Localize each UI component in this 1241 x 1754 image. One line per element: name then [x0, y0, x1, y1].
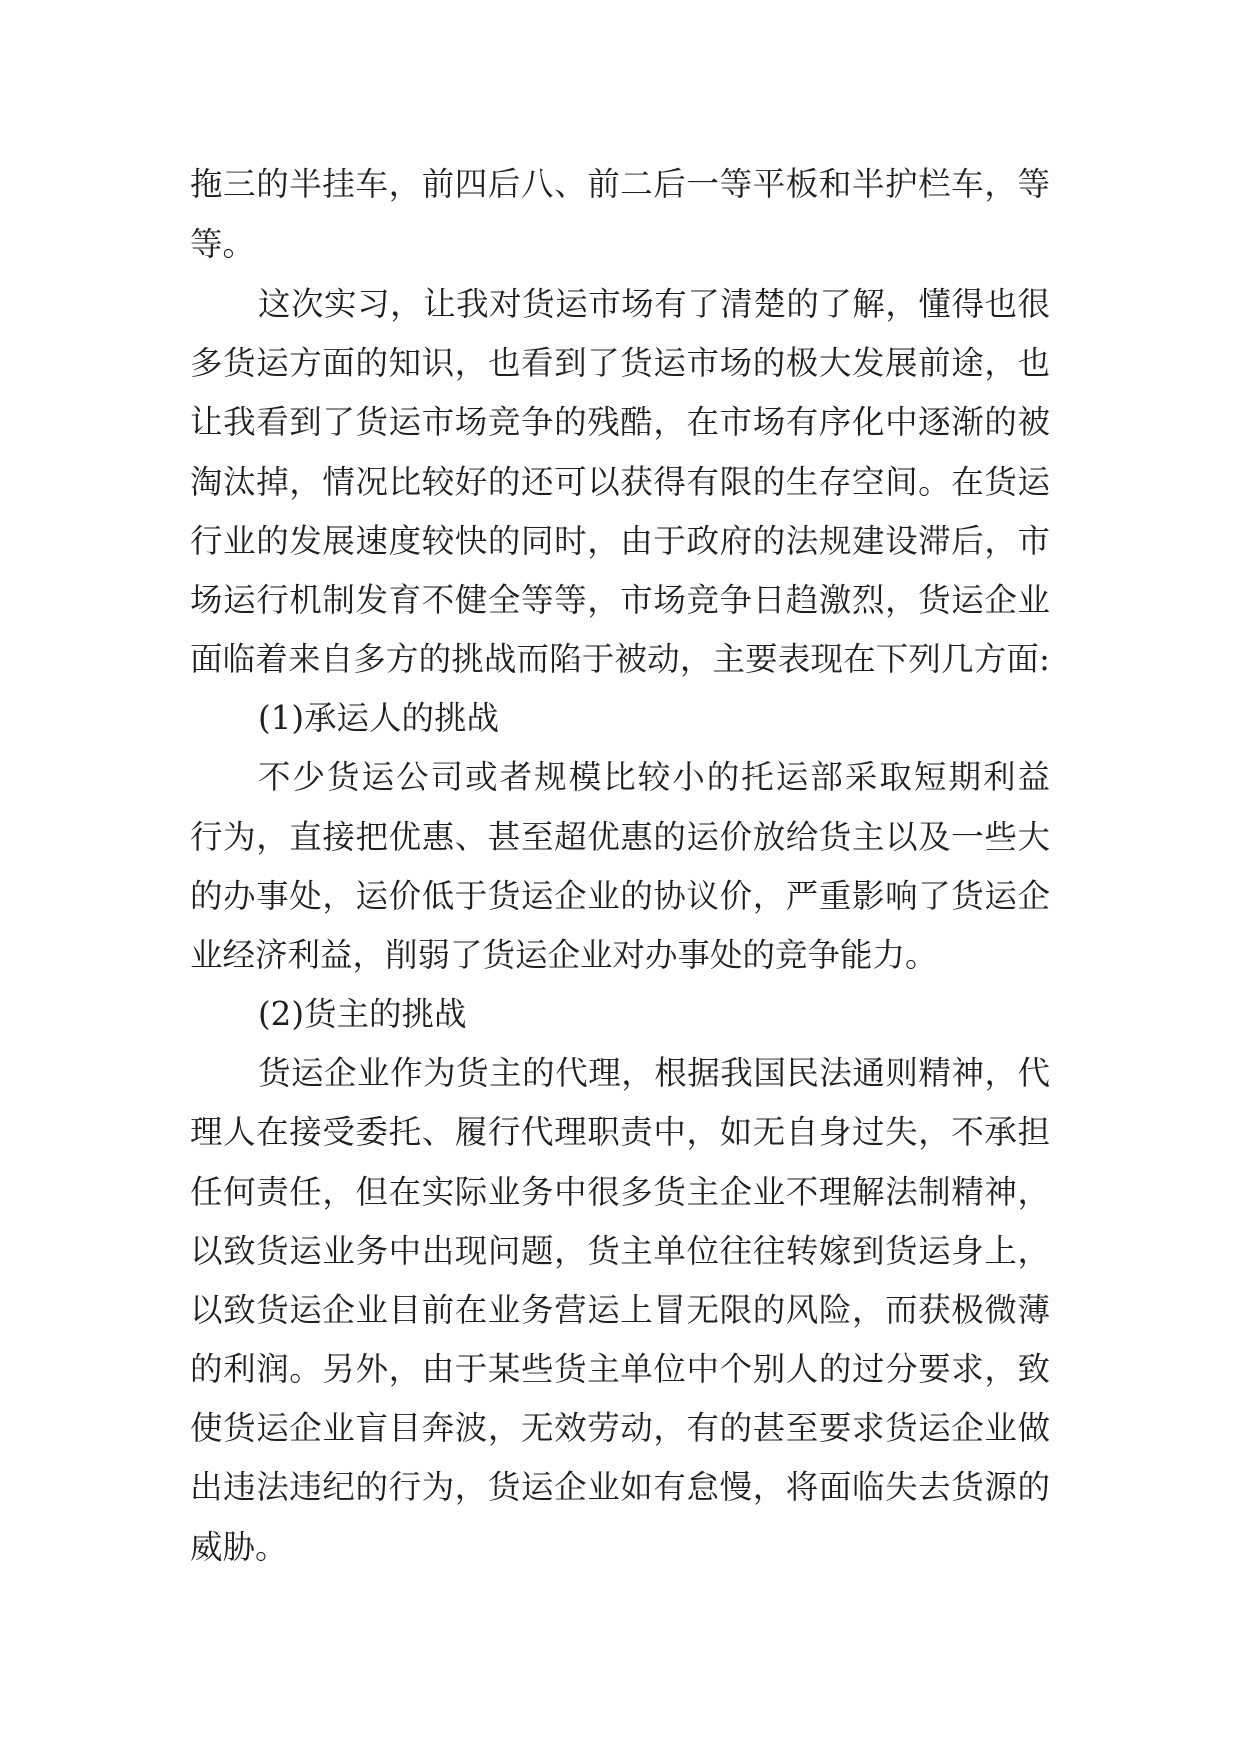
text-line-19: 以致货运业务中出现问题，货主单位往往转嫁到货运身上，	[190, 1232, 1050, 1270]
text-line-23: 出违法违纪的行为，货运企业如有怠慢，将面临失去货源的	[190, 1468, 1050, 1506]
text-line-4: 多货运方面的知识，也看到了货运市场的极大发展前途，也	[190, 344, 1050, 382]
text-line-18: 任何责任，但在实际业务中很多货主企业不理解法制精神，	[190, 1173, 1050, 1211]
text-line-1: 拖三的半挂车，前四后八、前二后一等平板和半护栏车，等	[190, 165, 1050, 203]
text-line-22: 使货运企业盲目奔波，无效劳动，有的甚至要求货运企业做	[190, 1409, 1050, 1447]
text-line-21: 的利润。另外，由于某些货主单位中个别人的过分要求，致	[190, 1350, 1050, 1388]
section-heading-1: (1)承运人的挑战	[258, 699, 500, 737]
text-line-9: 面临着来自多方的挑战而陷于被动，主要表现在下列几方面:	[190, 640, 1050, 678]
section-heading-2: (2)货主的挑战	[258, 995, 467, 1033]
text-line-2: 等。	[190, 225, 256, 263]
text-line-13: 的办事处，运价低于货运企业的协议价，严重影响了货运企	[190, 877, 1050, 915]
text-line-24: 威胁。	[190, 1528, 288, 1566]
text-line-11: 不少货运公司或者规模比较小的托运部采取短期利益	[258, 758, 1050, 796]
text-line-5: 让我看到了货运市场竞争的残酷，在市场有序化中逐渐的被	[190, 403, 1050, 441]
text-line-3: 这次实习，让我对货运市场有了清楚的了解，懂得也很	[258, 285, 1050, 323]
text-line-12: 行为，直接把优惠、甚至超优惠的运价放给货主以及一些大	[190, 818, 1050, 856]
text-line-17: 理人在接受委托、履行代理职责中，如无自身过失，不承担	[190, 1113, 1050, 1151]
text-line-20: 以致货运企业目前在业务营运上冒无限的风险，而获极微薄	[190, 1291, 1050, 1329]
text-line-16: 货运企业作为货主的代理，根据我国民法通则精神，代	[258, 1054, 1050, 1092]
text-line-8: 场运行机制发育不健全等等，市场竞争日趋激烈，货运企业	[190, 581, 1050, 619]
text-line-6: 淘汰掉，情况比较好的还可以获得有限的生存空间。在货运	[190, 463, 1050, 501]
text-line-7: 行业的发展速度较快的同时，由于政府的法规建设滞后，市	[190, 522, 1050, 560]
text-line-14: 业经济利益，削弱了货运企业对办事处的竞争能力。	[190, 936, 938, 974]
